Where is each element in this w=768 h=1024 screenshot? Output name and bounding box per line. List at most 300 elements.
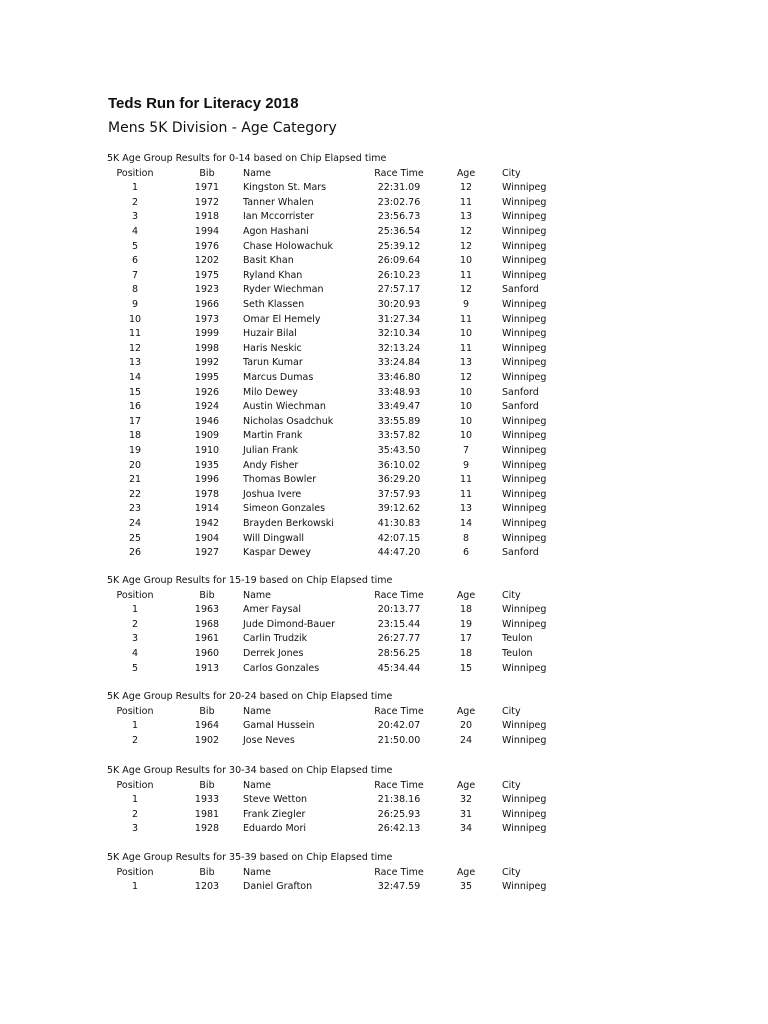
cell-bib: 1918 <box>194 211 220 223</box>
result-row <box>0 532 768 547</box>
cell-race-time: 23:02.76 <box>377 196 421 208</box>
cell-position: 16 <box>128 401 142 413</box>
cell-bib: 1913 <box>194 662 220 674</box>
cell-race-time: 36:29.20 <box>377 474 421 486</box>
result-row <box>0 822 768 837</box>
cell-age: 10 <box>459 255 473 267</box>
cell-city: Winnipeg <box>502 226 547 237</box>
cell-bib: 1994 <box>194 226 220 237</box>
column-header-race-time: Race Time <box>374 167 424 179</box>
cell-bib: 1972 <box>194 196 220 208</box>
cell-city: Winnipeg <box>502 503 547 515</box>
result-row <box>0 298 768 313</box>
cell-position: 1 <box>131 881 139 893</box>
cell-race-time: 37:57.93 <box>377 488 421 500</box>
cell-race-time: 27:57.17 <box>377 284 421 296</box>
cell-race-time: 39:12.62 <box>377 503 421 515</box>
cell-age: 10 <box>459 328 473 340</box>
column-header-row <box>0 589 768 604</box>
cell-age: 14 <box>459 518 473 529</box>
cell-race-time: 44:47.20 <box>377 547 421 559</box>
cell-race-time: 33:49.47 <box>377 401 421 413</box>
cell-runner-name: Jose Neves <box>243 734 295 746</box>
result-row <box>0 734 768 749</box>
cell-runner-name: Seth Klassen <box>243 299 305 310</box>
cell-bib: 1924 <box>194 401 220 413</box>
cell-position: 17 <box>128 415 142 427</box>
result-row <box>0 225 768 240</box>
cell-race-time: 25:39.12 <box>377 240 421 252</box>
cell-age: 11 <box>459 342 473 354</box>
cell-bib: 1923 <box>194 284 220 296</box>
cell-position: 3 <box>131 633 139 645</box>
cell-runner-name: Agon Hashani <box>243 226 309 237</box>
cell-position: 14 <box>128 372 142 383</box>
cell-position: 2 <box>131 808 139 820</box>
column-header-race-time: Race Time <box>374 589 424 601</box>
section-heading: 5K Age Group Results for 0-14 based on Chip Elapsed time <box>107 153 387 164</box>
cell-runner-name: Tanner Whalen <box>243 196 314 208</box>
cell-race-time: 26:25.93 <box>377 808 421 820</box>
result-row <box>0 618 768 633</box>
section-heading: 5K Age Group Results for 35-39 based on Chip Elapsed time <box>107 852 393 863</box>
cell-runner-name: Kingston St. Mars <box>243 182 327 194</box>
result-row <box>0 719 768 734</box>
result-row <box>0 880 768 895</box>
cell-runner-name: Omar El Hemely <box>243 313 321 325</box>
cell-city: Winnipeg <box>502 211 547 223</box>
cell-bib: 1203 <box>194 881 220 893</box>
cell-position: 1 <box>131 794 139 806</box>
result-row <box>0 240 768 255</box>
column-header-row <box>0 779 768 794</box>
result-row <box>0 429 768 444</box>
cell-position: 22 <box>128 488 142 500</box>
result-row <box>0 546 768 561</box>
cell-age: 6 <box>462 547 470 559</box>
column-header-bib: Bib <box>199 779 215 791</box>
column-header-city: City <box>502 589 521 601</box>
cell-city: Winnipeg <box>502 734 547 746</box>
cell-age: 20 <box>459 720 473 732</box>
cell-position: 5 <box>131 240 139 252</box>
column-header-age: Age <box>456 779 476 791</box>
cell-position: 1 <box>131 182 139 194</box>
column-header-age: Age <box>456 167 476 179</box>
cell-city: Winnipeg <box>502 881 547 893</box>
cell-position: 9 <box>131 299 139 310</box>
cell-runner-name: Steve Wetton <box>243 794 308 806</box>
cell-race-time: 26:10.23 <box>377 269 421 281</box>
column-header-position: Position <box>116 705 154 717</box>
cell-bib: 1942 <box>194 518 220 529</box>
column-header-row <box>0 705 768 720</box>
cell-city: Winnipeg <box>502 618 547 630</box>
cell-city: Winnipeg <box>502 357 547 369</box>
cell-race-time: 35:43.50 <box>377 445 421 456</box>
cell-city: Winnipeg <box>502 313 547 325</box>
cell-runner-name: Marcus Dumas <box>243 372 314 383</box>
cell-age: 11 <box>459 313 473 325</box>
result-row <box>0 313 768 328</box>
result-row <box>0 517 768 532</box>
column-header-city: City <box>502 167 521 179</box>
cell-city: Winnipeg <box>502 240 547 252</box>
cell-age: 10 <box>459 401 473 413</box>
column-header-age: Age <box>456 589 476 601</box>
cell-runner-name: Carlin Trudzik <box>243 633 308 645</box>
cell-runner-name: Ryder Wiechman <box>243 284 324 296</box>
cell-city: Winnipeg <box>502 488 547 500</box>
cell-bib: 1992 <box>194 357 220 369</box>
cell-race-time: 33:48.93 <box>377 386 421 398</box>
cell-age: 9 <box>462 299 470 310</box>
cell-race-time: 26:42.13 <box>377 823 421 835</box>
column-header-position: Position <box>116 779 154 791</box>
cell-runner-name: Milo Dewey <box>243 386 298 398</box>
cell-runner-name: Huzair Bilal <box>243 328 297 340</box>
cell-city: Winnipeg <box>502 604 547 616</box>
cell-city: Winnipeg <box>502 459 547 471</box>
cell-race-time: 23:15.44 <box>377 618 421 630</box>
cell-age: 11 <box>459 269 473 281</box>
cell-age: 32 <box>459 794 473 806</box>
cell-bib: 1926 <box>194 386 220 398</box>
cell-position: 19 <box>128 445 142 456</box>
cell-age: 10 <box>459 430 473 442</box>
cell-city: Winnipeg <box>502 415 547 427</box>
cell-position: 25 <box>128 532 142 544</box>
cell-city: Sanford <box>502 386 539 398</box>
cell-race-time: 30:20.93 <box>377 299 421 310</box>
cell-bib: 1935 <box>194 459 220 471</box>
result-row <box>0 647 768 662</box>
cell-position: 12 <box>128 342 142 354</box>
cell-position: 13 <box>128 357 142 369</box>
cell-city: Teulon <box>502 633 533 645</box>
cell-position: 26 <box>128 547 142 559</box>
cell-runner-name: Joshua Ivere <box>243 488 302 500</box>
cell-age: 17 <box>459 633 473 645</box>
result-row <box>0 603 768 618</box>
result-row <box>0 459 768 474</box>
result-row <box>0 400 768 415</box>
cell-runner-name: Andy Fisher <box>243 459 299 471</box>
column-header-race-time: Race Time <box>374 866 424 878</box>
cell-position: 4 <box>131 648 139 659</box>
cell-bib: 1946 <box>194 415 220 427</box>
section-heading: 5K Age Group Results for 20-24 based on Chip Elapsed time <box>107 691 393 702</box>
column-header-age: Age <box>456 705 476 717</box>
cell-city: Winnipeg <box>502 255 547 267</box>
column-header-city: City <box>502 705 521 717</box>
cell-race-time: 28:56.25 <box>377 648 421 659</box>
cell-age: 11 <box>459 488 473 500</box>
cell-position: 11 <box>128 328 142 340</box>
result-row <box>0 488 768 503</box>
column-header-bib: Bib <box>199 866 215 878</box>
cell-city: Winnipeg <box>502 808 547 820</box>
result-row <box>0 196 768 211</box>
cell-age: 8 <box>462 532 470 544</box>
cell-age: 12 <box>459 240 473 252</box>
column-header-position: Position <box>116 167 154 179</box>
cell-city: Winnipeg <box>502 372 547 383</box>
cell-city: Sanford <box>502 547 539 559</box>
cell-city: Winnipeg <box>502 342 547 354</box>
column-header-bib: Bib <box>199 589 215 601</box>
result-row <box>0 808 768 823</box>
cell-bib: 1964 <box>194 720 220 732</box>
result-row <box>0 342 768 357</box>
cell-bib: 1995 <box>194 372 220 383</box>
cell-age: 7 <box>462 445 470 456</box>
cell-bib: 1960 <box>194 648 220 659</box>
cell-race-time: 26:27.77 <box>377 633 421 645</box>
cell-bib: 1914 <box>194 503 220 515</box>
cell-bib: 1904 <box>194 532 220 544</box>
result-row <box>0 502 768 517</box>
cell-race-time: 23:56.73 <box>377 211 421 223</box>
result-row <box>0 632 768 647</box>
cell-runner-name: Ian Mccorrister <box>243 211 314 223</box>
result-row <box>0 444 768 459</box>
cell-runner-name: Eduardo Mori <box>243 823 307 835</box>
cell-position: 2 <box>131 618 139 630</box>
cell-position: 20 <box>128 459 142 471</box>
cell-race-time: 33:57.82 <box>377 430 421 442</box>
result-row <box>0 254 768 269</box>
column-header-row <box>0 866 768 881</box>
cell-age: 11 <box>459 196 473 208</box>
cell-runner-name: Haris Neskic <box>243 342 302 354</box>
cell-runner-name: Gamal Hussein <box>243 720 315 732</box>
cell-age: 13 <box>459 503 473 515</box>
cell-age: 24 <box>459 734 473 746</box>
column-header-bib: Bib <box>199 705 215 717</box>
column-header-runner-name: Name <box>243 705 272 717</box>
cell-city: Winnipeg <box>502 662 547 674</box>
cell-runner-name: Will Dingwall <box>243 532 304 544</box>
result-row <box>0 269 768 284</box>
cell-runner-name: Amer Faysal <box>243 604 301 616</box>
cell-bib: 1933 <box>194 794 220 806</box>
column-header-position: Position <box>116 866 154 878</box>
result-row <box>0 356 768 371</box>
cell-position: 24 <box>128 518 142 529</box>
cell-runner-name: Nicholas Osadchuk <box>243 415 334 427</box>
cell-position: 8 <box>131 284 139 296</box>
cell-bib: 1202 <box>194 255 220 267</box>
cell-city: Winnipeg <box>502 182 547 194</box>
column-header-runner-name: Name <box>243 589 272 601</box>
cell-city: Winnipeg <box>502 823 547 835</box>
result-row <box>0 371 768 386</box>
cell-city: Winnipeg <box>502 532 547 544</box>
cell-bib: 1978 <box>194 488 220 500</box>
result-row <box>0 181 768 196</box>
cell-position: 2 <box>131 734 139 746</box>
cell-runner-name: Martin Frank <box>243 430 303 442</box>
cell-age: 11 <box>459 474 473 486</box>
cell-race-time: 36:10.02 <box>377 459 421 471</box>
cell-city: Winnipeg <box>502 299 547 310</box>
cell-race-time: 42:07.15 <box>377 532 421 544</box>
cell-age: 9 <box>462 459 470 471</box>
cell-race-time: 21:50.00 <box>377 734 421 746</box>
cell-bib: 1973 <box>194 313 220 325</box>
cell-position: 10 <box>128 313 142 325</box>
cell-race-time: 33:55.89 <box>377 415 421 427</box>
cell-bib: 1909 <box>194 430 220 442</box>
cell-runner-name: Julian Frank <box>243 445 298 456</box>
cell-position: 21 <box>128 474 142 486</box>
cell-runner-name: Tarun Kumar <box>243 357 303 369</box>
cell-race-time: 31:27.34 <box>377 313 421 325</box>
cell-city: Sanford <box>502 401 539 413</box>
cell-bib: 1999 <box>194 328 220 340</box>
column-header-runner-name: Name <box>243 167 272 179</box>
result-row <box>0 386 768 401</box>
cell-age: 12 <box>459 182 473 194</box>
section-heading: 5K Age Group Results for 15-19 based on Chip Elapsed time <box>107 575 393 586</box>
cell-city: Winnipeg <box>502 518 547 529</box>
cell-race-time: 45:34.44 <box>377 662 421 674</box>
cell-race-time: 22:31.09 <box>377 182 421 194</box>
cell-age: 10 <box>459 415 473 427</box>
cell-race-time: 32:13.24 <box>377 342 421 354</box>
result-row <box>0 327 768 342</box>
column-header-runner-name: Name <box>243 779 272 791</box>
cell-bib: 1998 <box>194 342 220 354</box>
cell-age: 12 <box>459 372 473 383</box>
cell-position: 5 <box>131 662 139 674</box>
cell-age: 34 <box>459 823 473 835</box>
cell-bib: 1927 <box>194 547 220 559</box>
cell-position: 4 <box>131 226 139 237</box>
cell-bib: 1971 <box>194 182 220 194</box>
cell-runner-name: Jude Dimond-Bauer <box>243 618 335 630</box>
cell-position: 18 <box>128 430 142 442</box>
column-header-age: Age <box>456 866 476 878</box>
cell-runner-name: Ryland Khan <box>243 269 303 281</box>
cell-race-time: 33:24.84 <box>377 357 421 369</box>
cell-city: Winnipeg <box>502 328 547 340</box>
cell-runner-name: Carlos Gonzales <box>243 662 320 674</box>
column-header-bib: Bib <box>199 167 215 179</box>
result-row <box>0 283 768 298</box>
cell-age: 15 <box>459 662 473 674</box>
column-header-runner-name: Name <box>243 866 272 878</box>
cell-runner-name: Thomas Bowler <box>243 474 317 486</box>
column-header-city: City <box>502 866 521 878</box>
cell-race-time: 33:46.80 <box>377 372 421 383</box>
cell-bib: 1968 <box>194 618 220 630</box>
cell-position: 1 <box>131 720 139 732</box>
cell-age: 12 <box>459 226 473 237</box>
document-title: Teds Run for Literacy 2018 <box>108 95 299 112</box>
cell-city: Teulon <box>502 648 533 659</box>
cell-age: 19 <box>459 618 473 630</box>
cell-bib: 1902 <box>194 734 220 746</box>
cell-age: 13 <box>459 211 473 223</box>
cell-runner-name: Derrek Jones <box>243 648 304 659</box>
cell-runner-name: Frank Ziegler <box>243 808 306 820</box>
document-subtitle: Mens 5K Division - Age Category <box>108 120 337 136</box>
column-header-city: City <box>502 779 521 791</box>
cell-bib: 1963 <box>194 604 220 616</box>
cell-position: 2 <box>131 196 139 208</box>
cell-race-time: 20:13.77 <box>377 604 421 616</box>
cell-position: 1 <box>131 604 139 616</box>
result-row <box>0 473 768 488</box>
cell-age: 13 <box>459 357 473 369</box>
cell-race-time: 41:30.83 <box>377 518 421 529</box>
column-header-position: Position <box>116 589 154 601</box>
cell-race-time: 20:42.07 <box>377 720 421 732</box>
cell-age: 12 <box>459 284 473 296</box>
result-row <box>0 415 768 430</box>
cell-bib: 1975 <box>194 269 220 281</box>
cell-bib: 1961 <box>194 633 220 645</box>
cell-runner-name: Kaspar Dewey <box>243 547 312 559</box>
cell-runner-name: Simeon Gonzales <box>243 503 326 515</box>
cell-position: 3 <box>131 823 139 835</box>
cell-city: Winnipeg <box>502 794 547 806</box>
cell-age: 10 <box>459 386 473 398</box>
cell-race-time: 25:36.54 <box>377 226 421 237</box>
cell-age: 18 <box>459 648 473 659</box>
column-header-row <box>0 167 768 182</box>
cell-bib: 1966 <box>194 299 220 310</box>
column-header-race-time: Race Time <box>374 779 424 791</box>
cell-bib: 1976 <box>194 240 220 252</box>
column-header-race-time: Race Time <box>374 705 424 717</box>
cell-age: 31 <box>459 808 473 820</box>
cell-city: Winnipeg <box>502 720 547 732</box>
cell-runner-name: Daniel Grafton <box>243 881 313 893</box>
cell-city: Winnipeg <box>502 474 547 486</box>
cell-position: 23 <box>128 503 142 515</box>
section-heading: 5K Age Group Results for 30-34 based on Chip Elapsed time <box>107 765 393 776</box>
cell-position: 15 <box>128 386 142 398</box>
cell-position: 7 <box>131 269 139 281</box>
cell-race-time: 32:47.59 <box>377 881 421 893</box>
cell-city: Winnipeg <box>502 196 547 208</box>
cell-race-time: 26:09.64 <box>377 255 421 267</box>
cell-bib: 1981 <box>194 808 220 820</box>
cell-runner-name: Chase Holowachuk <box>243 240 334 252</box>
cell-city: Winnipeg <box>502 430 547 442</box>
cell-runner-name: Austin Wiechman <box>243 401 326 413</box>
cell-age: 35 <box>459 881 473 893</box>
cell-position: 3 <box>131 211 139 223</box>
cell-age: 18 <box>459 604 473 616</box>
cell-position: 6 <box>131 255 139 267</box>
result-row <box>0 662 768 677</box>
cell-bib: 1996 <box>194 474 220 486</box>
cell-city: Sanford <box>502 284 539 296</box>
cell-bib: 1910 <box>194 445 220 456</box>
cell-race-time: 21:38.16 <box>377 794 421 806</box>
cell-bib: 1928 <box>194 823 220 835</box>
result-row <box>0 793 768 808</box>
cell-city: Winnipeg <box>502 445 547 456</box>
cell-race-time: 32:10.34 <box>377 328 421 340</box>
cell-runner-name: Brayden Berkowski <box>243 518 334 529</box>
cell-city: Winnipeg <box>502 269 547 281</box>
cell-runner-name: Basit Khan <box>243 255 294 267</box>
